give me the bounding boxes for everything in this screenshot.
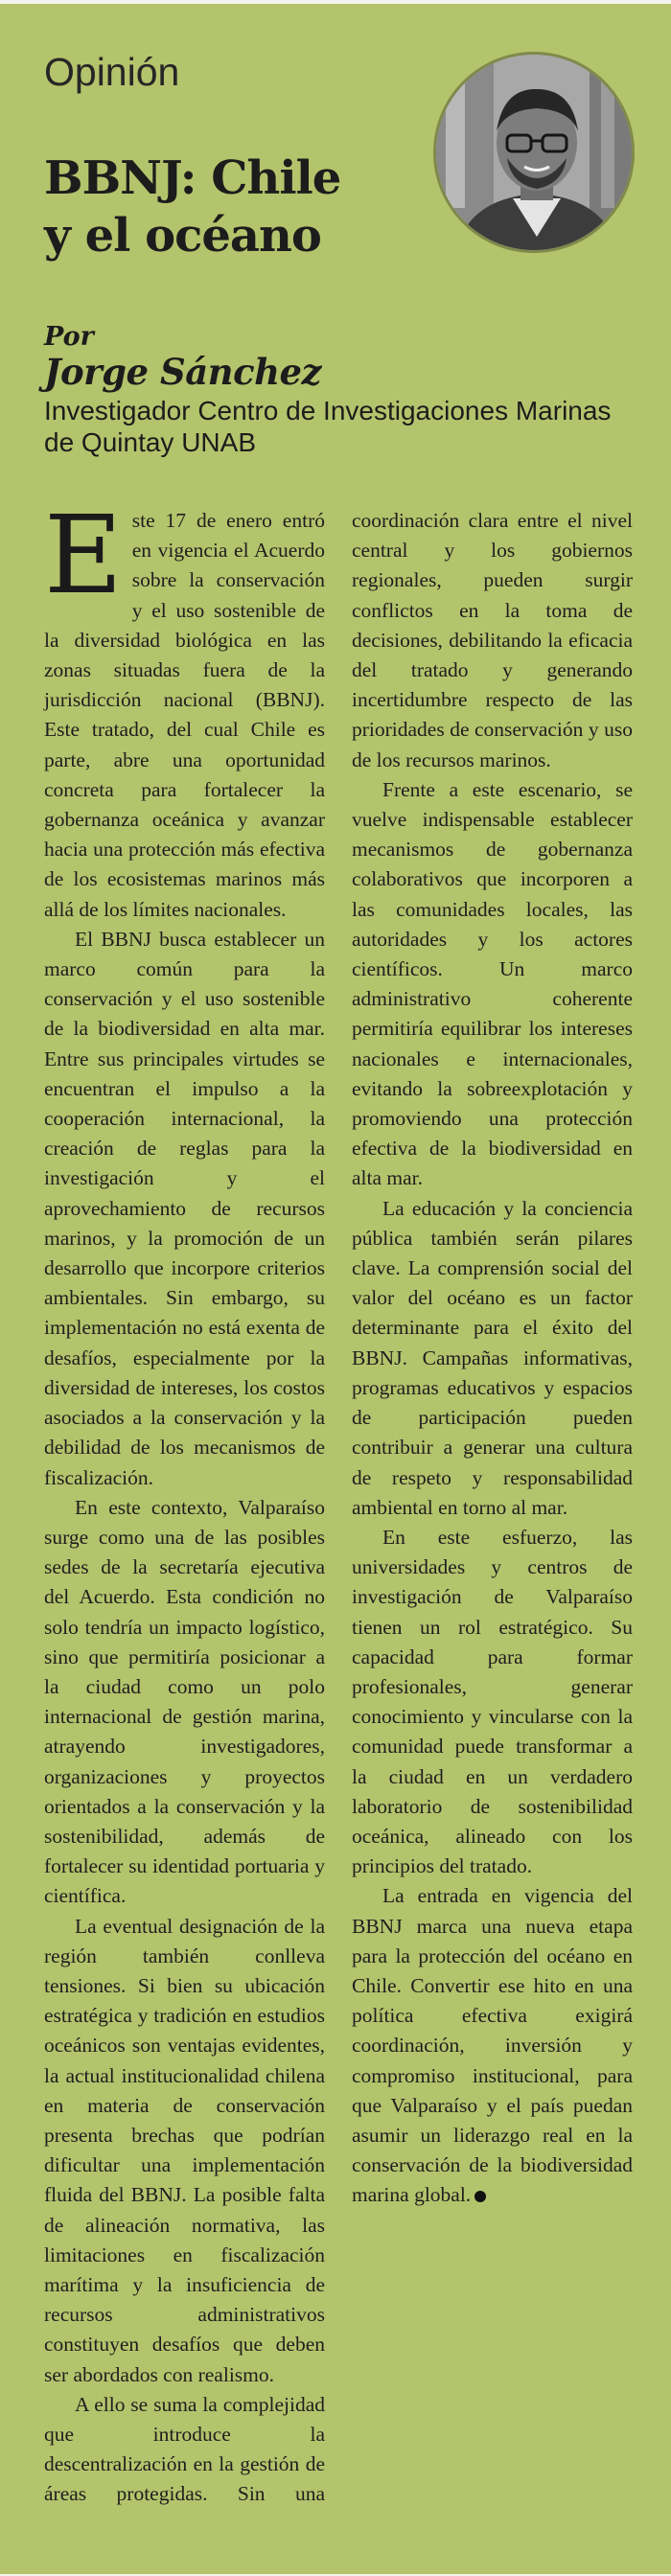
author-affiliation: Investigador Centro de Investigaciones Marinas de Quintay UNAB — [44, 396, 612, 457]
author-name: Jorge Sánchez — [44, 351, 322, 393]
section-label: Opinión — [44, 50, 180, 94]
headline-line-2: y el océano — [44, 209, 321, 263]
end-mark-icon — [474, 2191, 486, 2202]
paragraph: El BBNJ busca establecer un marco común para la conservación y el uso sostenible de la biodiversidad en alta mar. Entre sus principales virtudes se encuentran el impulso a la cooperación internacional, la creación de reglas para la investigación y el aprovechamiento de recursos marinos, y la promoción de un desarrollo que incorpore criterios ambientales. Sin embargo, su implementación no está exenta de desafíos, especialmente por la diversidad de intereses, los costos asociados a la conservación y la debilidad de los mecanismos de fiscalización. — [44, 927, 325, 1489]
paragraph: En este esfuerzo, las universidades y centros de investigación de Valparaíso tienen un rol estratégico. Su capacidad para formar profesionales, generar conocimiento y vincularse con la comunidad puede transformar a la ciudad en un verdadero laboratorio de sostenibilidad oceánica, alineado con los principios del tratado. — [352, 1525, 633, 1878]
opinion-column — [0, 4, 671, 2574]
author-photo — [433, 52, 635, 253]
headline — [44, 150, 340, 264]
paragraph: En este contexto, Valparaíso surge como una de las posibles sedes de la secretaría ejecutiva del Acuerdo. Esta condición no solo tendría un impacto logístico, sino que permitiría posicionar a la ciudad como un polo internacional de gestión marina, atrayendo investigadores, organizaciones y proyectos orientados a la conservación y la sostenibilidad, además de fortalecer su identidad portuaria y científica. — [44, 1495, 325, 1908]
paragraph: Frente a este escenario, se vuelve indispensable establecer mecanismos de gobernanza colaborativos que incorporen a las comunidades locales, las autoridades y los actores científicos. Un marco administrativo coherente permitiría equilibrar los intereses nacionales e internacionales, evitando la sobreexplotación y promoviendo una protección efectiva de la biodiversidad en alta mar. — [352, 777, 633, 1190]
paragraph: A ello se suma la complejidad que introduce la descentralización en la gestión de áreas protegidas. Sin una coordinación clara entre el nivel central y los gobiernos regionales, pueden surgir conflictos en la toma de decisiones, debilitando la eficacia del tratado y generando incertidumbre respecto de las prioridades de conservación y uso de los recursos marinos. — [44, 509, 633, 2506]
paragraph: La entrada en vigencia del BBNJ marca una nueva etapa para la protección del océano en Chile. Convertir ese hito en una política efectiva exigirá coordinación, inversión y compromiso institucional, para que Valparaíso y el país puedan asumir un liderazgo real en la conservación de la biodiversidad marina global. — [352, 1884, 633, 2207]
paragraph: Este 17 de enero entró en vigencia el Acuerdo sobre la conservación y el uso sostenible de la diversidad biológica en las zonas situadas fuera de la jurisdicción nacional (BBNJ). Este tratado, del cual Chile es parte, abre una oportunidad concreta para fortalecer la gobernanza oceánica y avanzar hacia una protección más efectiva de los ecosistemas marinos más allá de los límites nacionales. — [44, 494, 325, 921]
byline-prefix: Por — [44, 322, 94, 352]
headline-line-1: BBNJ: Chile — [44, 151, 341, 205]
paragraph: La eventual designación de la región también conlleva tensiones. Si bien su ubicación estratégica y tradición en estudios oceánicos son ventajas evidentes, la actual institucionalidad chilena en materia de conservación presenta brechas que podrían dificultar una implementación fluida del BBNJ. La posible falta de alineación normativa, las limitaciones en fiscalización marítima y la insuficiencia de recursos administrativos constituyen desafíos que deben ser abordados con realismo. — [44, 1914, 325, 2386]
article-body — [44, 494, 633, 2518]
paragraph: La educación y la conciencia pública también serán pilares clave. La comprensión social del valor del océano es un factor determinante para el éxito del BBNJ. Campañas informativas, programas educativos y espacios de participación pueden contribuir a generar una cultura de respeto y responsabilidad ambiental en torno al mar. — [352, 1196, 633, 1519]
drop-cap: E — [44, 494, 123, 618]
